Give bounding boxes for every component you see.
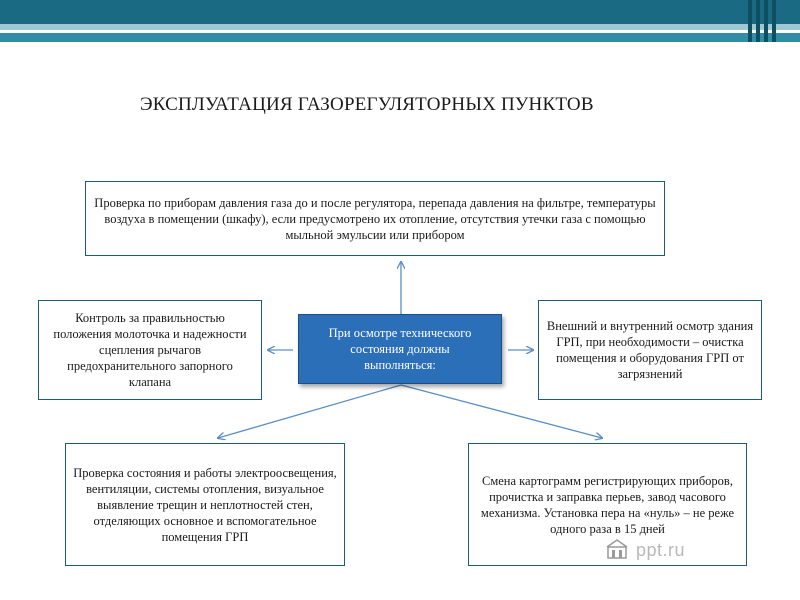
building-logo-icon: [606, 538, 628, 560]
header-decor-bars: [748, 0, 778, 42]
box-right-text: Внешний и внутренний осмотр здания ГРП, при необходимости – очистка помещения и оборудования ГРП от загрязнений: [546, 319, 754, 381]
box-bottom-left-text: Проверка состояния и работы электроосвещения, вентиляции, системы отопления, визуальное выявление трещин и неплотностей стен, отделяющих основное и вспомогательное помещения ГРП: [73, 465, 337, 544]
box-left-valve-control: [38, 300, 262, 400]
box-left-text: Контроль за правильностью положения молоточка и надежности сцепления рычагов предохранительного запорного клапана: [53, 311, 247, 389]
header-stripe-lower: [0, 33, 800, 42]
center-box-text: При осмотре технического состояния должны выполняться:: [328, 326, 472, 372]
watermark-text: ppt.ru: [636, 540, 686, 560]
center-box: [298, 314, 502, 384]
box-right-building-inspection: [538, 300, 762, 400]
box-top-pressure-check: [85, 181, 665, 256]
box-top-text: Проверка по приборам давления газа до и после регулятора, перепада давления на фильтре, температуры воздуха в помещении (шкафу), если предусмотрено их отопление, отсутствия утечки газа с помощью мыльной эмульсии или прибором: [94, 195, 656, 242]
box-bottom-right-text: Смена картограмм регистрирующих приборов, прочистка и заправка перьев, завод часового механизма. Установка пера на «нуль» – не реже одного раза в 15 дней: [480, 473, 735, 536]
box-bottom-left-systems-check: [65, 443, 345, 566]
page-title: ЭКСПЛУАТАЦИЯ ГАЗОРЕГУЛЯТОРНЫХ ПУНКТОВ: [140, 94, 594, 115]
header-band: [0, 0, 800, 24]
